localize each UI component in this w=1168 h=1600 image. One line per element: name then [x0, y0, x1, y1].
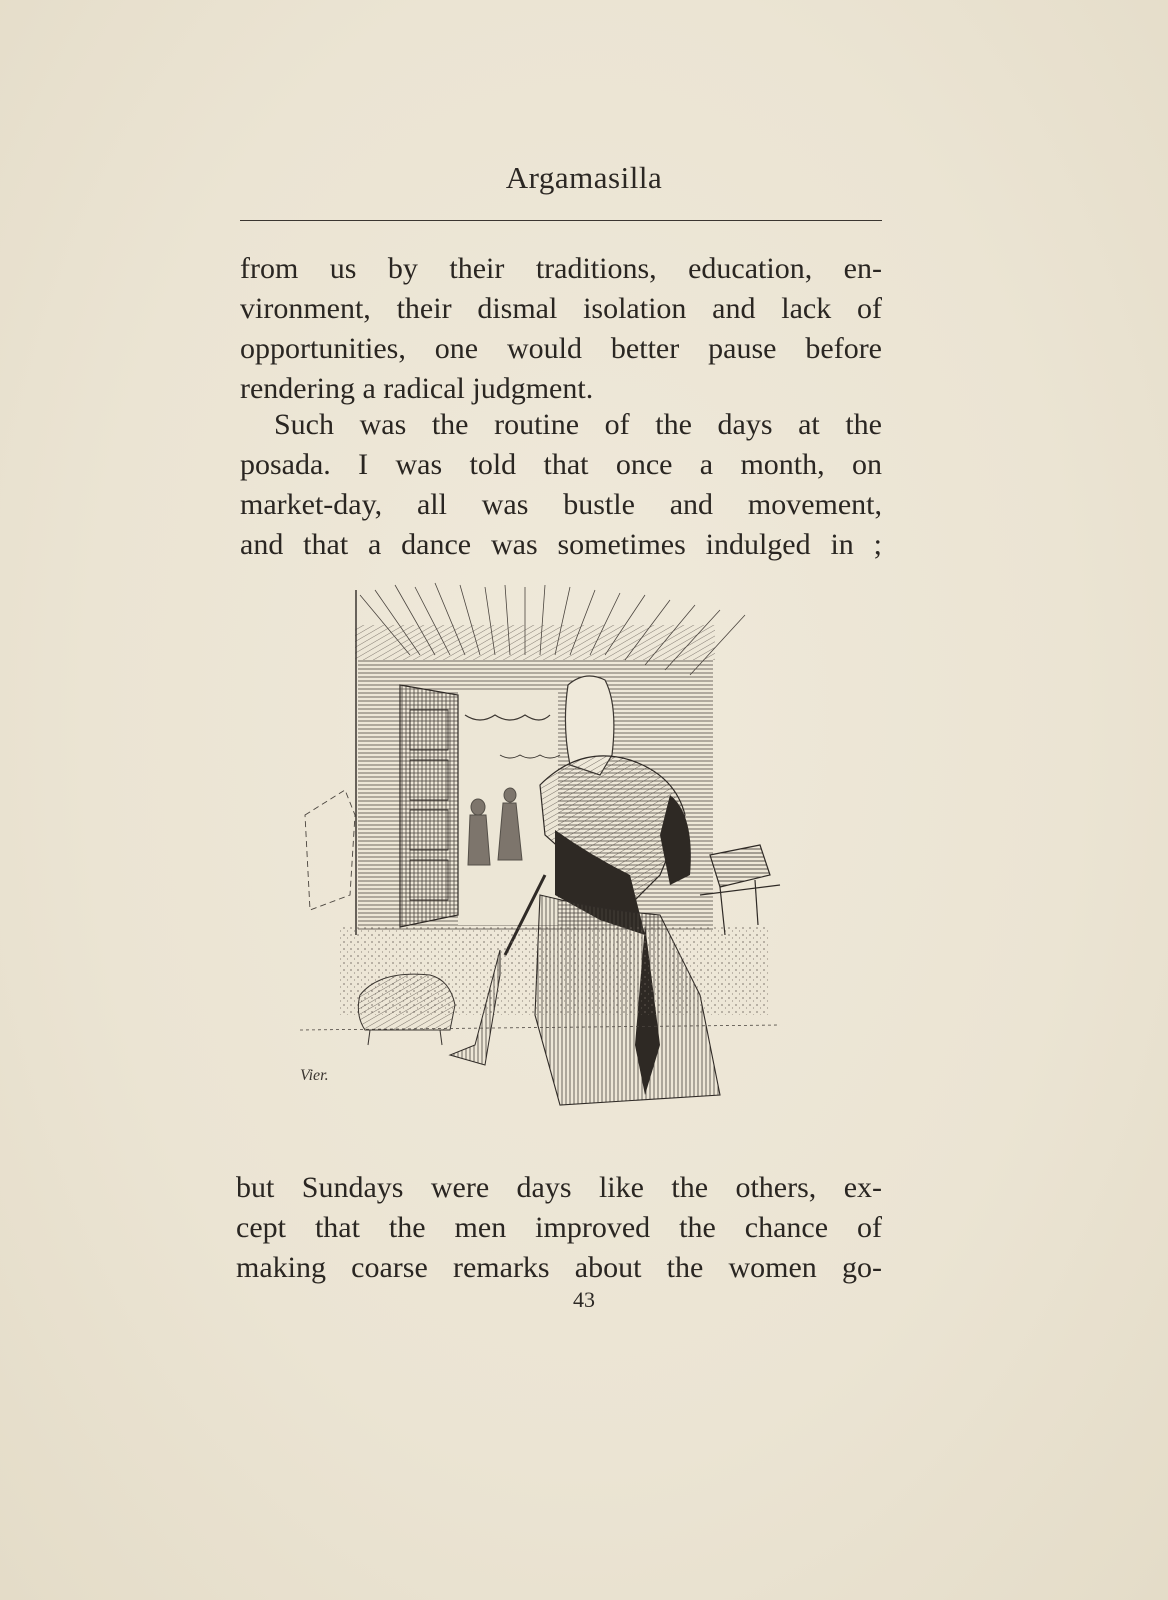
artist-signature: Vier. [300, 1067, 329, 1084]
header-rule [240, 220, 882, 221]
text-line: cept that the men improved the chance of [236, 1211, 882, 1244]
text-line: posada. I was told that once a month, on [240, 448, 882, 481]
page-number: 43 [573, 1287, 595, 1312]
text-line: opportunities, one would better pause before [240, 332, 882, 365]
text-line: from us by their traditions, education, en- [240, 252, 882, 285]
running-title: Argamasilla [505, 160, 663, 195]
paragraph-2 [240, 405, 882, 565]
text-line: and that a dance was sometimes indulged in ; [240, 528, 882, 561]
text-line: Such was the routine of the days at the [274, 408, 882, 441]
dog [358, 974, 455, 1045]
text-line: making coarse remarks about the women go- [236, 1251, 882, 1284]
text-line: market-day, all was bustle and movement, [240, 488, 882, 521]
text-line: but Sundays were days like the others, ex- [236, 1171, 882, 1204]
text-line: vironment, their dismal isolation and lack of [240, 292, 882, 325]
text-line: rendering a radical judgment. [240, 372, 594, 405]
paragraph-1 [240, 249, 882, 409]
illustration [300, 575, 805, 1120]
paragraph-3 [236, 1168, 882, 1288]
